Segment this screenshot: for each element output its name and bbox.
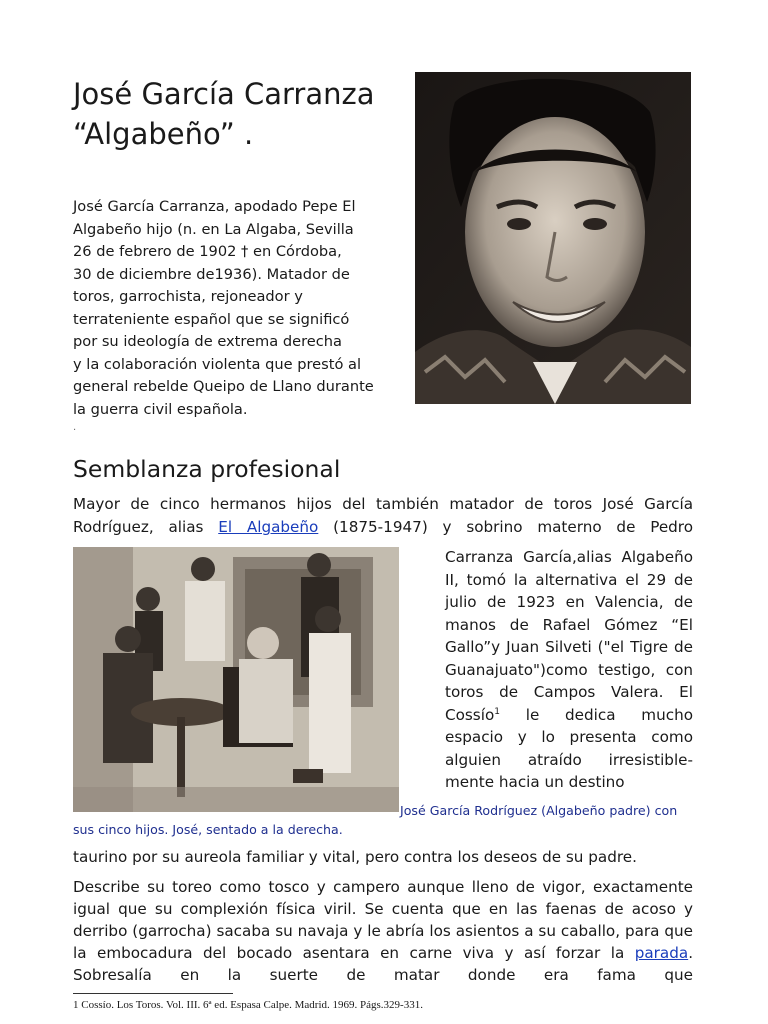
right-column-text	[445, 546, 693, 794]
el-algabeno-link[interactable]: El Algabeño	[218, 518, 319, 536]
p1-line-1: Mayor de cinco hermanos hijos del también matador de toros José García	[73, 495, 693, 513]
footnote-divider	[73, 993, 233, 994]
title-line-1: José García Carranza	[73, 77, 375, 111]
p3-text-a: Describe su toreo como tosco y campero aunque lleno de vigor, exactamente igual que su complexión física viril. Se cuenta que en las faenas de acoso y derribo (garrocha) sacaba su navaja y le abría los asientos a su caballo, para que la embocadura del bocado asentara en carne viva y así forzar la	[73, 878, 693, 962]
stray-mark: .	[73, 422, 77, 433]
footnote: 1 Cossío. Los Toros. Vol. III. 6ª ed. Espasa Calpe. Madrid. 1969. Págs.329-331.	[73, 999, 423, 1011]
caption-line-1: José García Rodríguez (Algabeño padre) con	[400, 803, 678, 818]
p1-text-b: Rodríguez, alias	[73, 518, 204, 536]
p1-line-2	[73, 516, 693, 539]
right-col-a: Carranza García,alias Algabeño II, tomó la alternativa el 29 de julio de 1923 en Valencia, de manos de Rafael Gómez “El Gallo”y Juan Silveti ("el Tigre de Guanajuato")como testigo, con toros de Campos Valera. El Cossío	[445, 548, 693, 724]
page-title	[73, 74, 403, 154]
p3-text-b: . Sobresalía en la suerte de matar donde era fama que	[73, 944, 694, 984]
portrait-photo	[415, 72, 691, 404]
intro-paragraph: José García Carranza, apodado Pepe El Algabeño hijo (n. en La Algaba, Sevilla 26 de febrero de 1902 † en Córdoba, 30 de diciembre de1936). Matador de toros, garrochista, rejoneador y terrateniente español que se significó por su ideología de extrema derecha y la colaboración violenta que prestó al general rebelde Queipo de Llano durante la guerra civil española.	[73, 198, 374, 418]
photo-caption	[73, 801, 695, 839]
footnote-ref[interactable]: 1	[494, 706, 500, 717]
parada-link[interactable]: parada	[634, 944, 689, 962]
family-photo	[73, 547, 399, 812]
paragraph-3	[73, 876, 693, 986]
title-line-2: “Algabeño” .	[73, 117, 254, 151]
p1-text-c: (1875-1947) y sobrino materno de Pedro	[333, 518, 694, 536]
caption-line-2: sus cinco hijos. José, sentado a la derecha.	[73, 822, 343, 837]
right-col-b: le dedica mucho espacio y lo presenta como alguien atraído irresistible-mente hacia un destino	[445, 705, 693, 791]
paragraph-2: taurino por su aureola familiar y vital, pero contra los deseos de su padre.	[73, 848, 637, 866]
section-heading: Semblanza profesional	[73, 455, 341, 483]
paragraph-1	[73, 493, 693, 539]
